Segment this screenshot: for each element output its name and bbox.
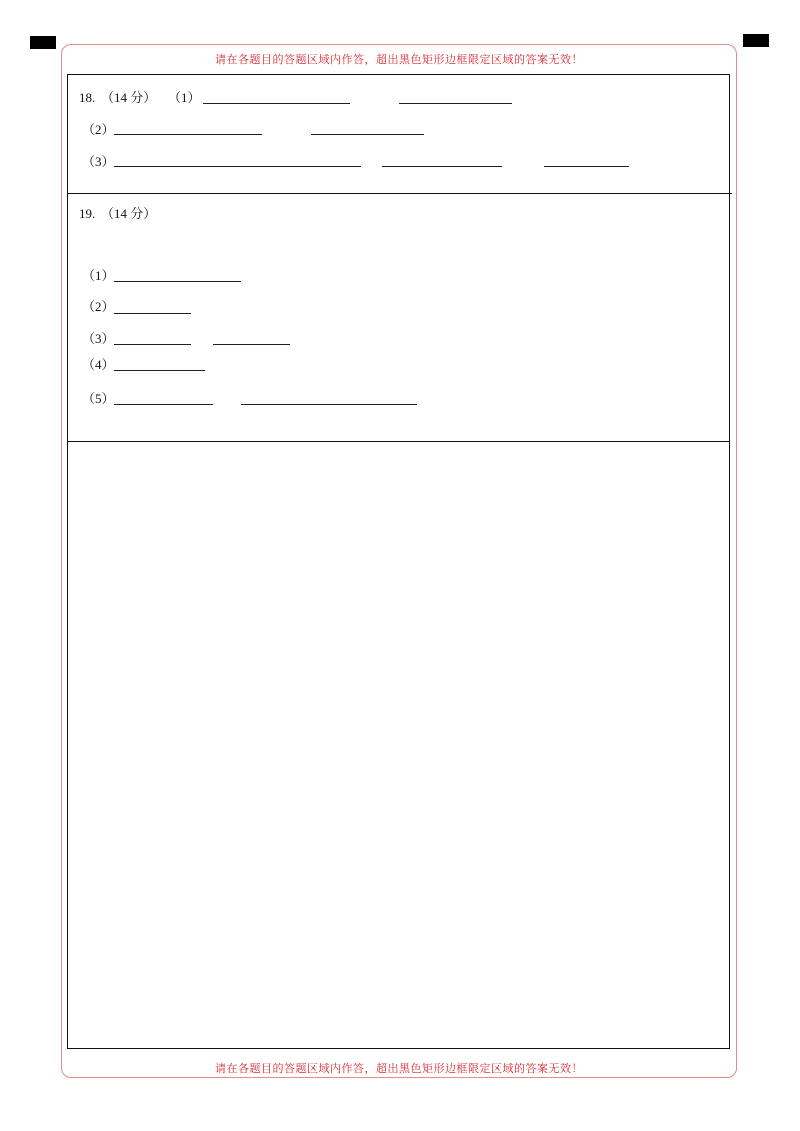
divider-q18-q19 (67, 193, 732, 194)
alignment-marker-left (30, 36, 56, 49)
q19-1-answer-blank[interactable] (114, 281, 241, 282)
q18-part-1-label: （1） (168, 90, 201, 105)
q19-part-2-label: （2） (82, 299, 115, 314)
notice-top: 请在各题目的答题区域内作答，超出黑色矩形边框限定区域的答案无效！ (215, 54, 583, 66)
q18-3-answer-blank-a[interactable] (114, 166, 361, 167)
q19-2-answer-blank[interactable] (114, 313, 191, 314)
q18-2-answer-blank-a[interactable] (114, 134, 262, 135)
q19-3-answer-blank-b[interactable] (213, 344, 290, 345)
q18-part-2-label: （2） (82, 122, 115, 137)
q18-label: 18. (79, 90, 96, 105)
q18-1-answer-blank-a[interactable] (203, 103, 350, 104)
q19-5-answer-blank-b[interactable] (241, 404, 417, 405)
q19-4-answer-blank[interactable] (114, 370, 205, 371)
q19-label: 19. (79, 206, 96, 221)
q19-part-1-label: （1） (82, 268, 115, 283)
q19-5-answer-blank-a[interactable] (114, 404, 213, 405)
alignment-marker-right (743, 34, 769, 47)
q18-score: （14 分） (101, 90, 157, 105)
q19-score: （14 分） (101, 206, 157, 221)
q18-3-answer-blank-b[interactable] (382, 166, 502, 167)
q18-1-answer-blank-b[interactable] (399, 103, 512, 104)
q18-part-3-label: （3） (82, 154, 115, 169)
blank-answer-area[interactable] (68, 442, 729, 1048)
q19-part-4-label: （4） (82, 357, 115, 372)
q19-3-answer-blank-a[interactable] (114, 344, 191, 345)
q19-part-5-label: （5） (82, 391, 115, 406)
q18-3-answer-blank-c[interactable] (544, 166, 629, 167)
notice-bottom: 请在各题目的答题区域内作答，超出黑色矩形边框限定区域的答案无效！ (215, 1063, 583, 1075)
q19-part-3-label: （3） (82, 331, 115, 346)
q18-2-answer-blank-b[interactable] (311, 134, 424, 135)
